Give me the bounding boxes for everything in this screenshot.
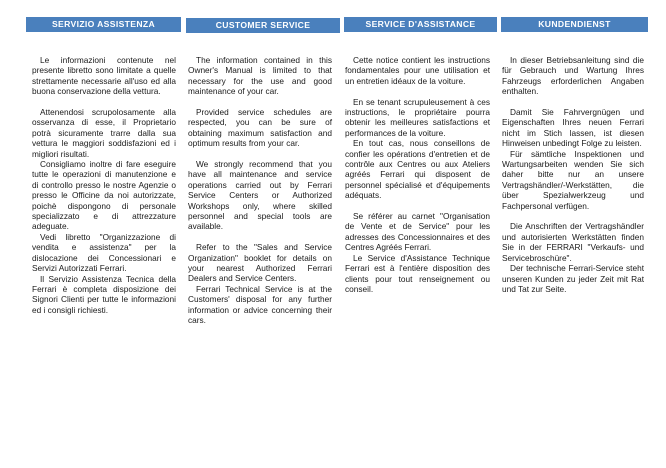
german-paragraph-2: Damit Sie Fahrvergnügen und Eigenschaften Ihres neuen Ferrari nicht im Stich lassen, ist diesen Hinweisen unbedingt Folge zu leisten. — [502, 107, 644, 149]
german-paragraph-5: Der technische Ferrari-Service steht unseren Kunden zu jeder Zeit mit Rat und Tat zur Seite. — [502, 263, 644, 294]
french-paragraph-2: En se tenant scrupuleusement à ces instructions, le propriétaire pourra obtenir les meilleures satisfactions et performances de la voiture. — [345, 96, 490, 138]
french-paragraph-4: Se référer au carnet "Organisation de Vente et de Service" pour les adresses des Concessionnaires et des Centres Agréés Ferrari. — [345, 211, 490, 253]
column-german — [502, 55, 644, 294]
german-paragraph-1: In dieser Betriebsanleitung sind die für Gebrauch und Wartung Ihres Fahrzeugs erforderlichen Angaben enthalten. — [502, 55, 644, 97]
italian-paragraph-4: Vedi libretto "Organizzazione di vendita e assistenza" per la dislocazione dei Concessionari e Servizi Autorizzati Ferrari. — [32, 231, 176, 274]
english-paragraph-1: The information contained in this Owner's Manual is limited to that necessary for the use and good maintenance of your car. — [188, 55, 332, 97]
italian-paragraph-1: Le informazioni contenute nel presente libretto sono limitate a quelle strettamente necessarie all'uso ed alla buona conservazione della vettura. — [32, 55, 176, 97]
french-paragraph-5: Le Service d'Assistance Technique Ferrari est à l'entière disposition des clients pour tout renseignement ou conseil. — [345, 252, 490, 294]
german-paragraph-3: Für sämtliche Inspektionen und Wartungsarbeiten wenden Sie sich daher bitte nur an unsere Vertragshändler/-Werkstätten, die über Spezialwerkzeug und Fachpersonal verfügen. — [502, 148, 644, 211]
column-english — [188, 55, 332, 326]
header-german: KUNDENDIENST — [501, 17, 648, 32]
french-paragraph-3: En tout cas, nous conseillons de confier les opérations d'entretien et de contrôle aux Centres ou aux Ateliers agréés Ferrari qui disposent de personnel spécialisé et d'équipements adéquats. — [345, 138, 490, 201]
english-paragraph-4: Refer to the "Sales and Service Organization" booklet for details on your nearest Authorized Ferrari Dealers and Service Centers. — [188, 242, 332, 284]
column-french — [345, 55, 490, 294]
header-english: CUSTOMER SERVICE — [186, 18, 340, 33]
german-paragraph-4: Die Anschriften der Vertragshändler und autorisierten Werkstätten finden Sie in der FERRARI "Verkaufs- und Servicebroschüre". — [502, 221, 644, 263]
english-paragraph-2: Provided service schedules are respected, you can be sure of obtaining maximum satisfaction and optimum results from your car. — [188, 107, 332, 149]
english-paragraph-5: Ferrari Technical Service is at the Customers' disposal for any further information or advice concerning their cars. — [188, 283, 332, 326]
header-italian: SERVIZIO ASSISTENZA — [26, 17, 181, 32]
italian-paragraph-2: Attenendosi scrupolosamente alla osservanza di esse, il Proprietario potrà sicuramente trarre dalla sua vettura le maggiori soddisfazioni ed i migliori risultati. — [32, 107, 176, 159]
column-italian — [32, 55, 176, 315]
english-paragraph-3: We strongly recommend that you have all maintenance and service operations carried out by Ferrari Service Centers or Authorized Workshops only, where skilled personnel and special tools are available. — [188, 159, 332, 232]
italian-paragraph-3: Consigliamo inoltre di fare eseguire tutte le operazioni di manutenzione e di controllo presso le nostre Agenzie o presso le Officine da noi autorizzate, poichè dispongono di personale specializzato e di attrezzature adeguate. — [32, 159, 176, 232]
header-french: SERVICE D'ASSISTANCE — [344, 17, 497, 32]
italian-paragraph-5: Il Servizio Assistenza Tecnica della Ferrari è completa disposizione dei Signori Clienti per tutte le informazioni ed i consigli richiesti. — [32, 273, 176, 315]
french-paragraph-1: Cette notice contient les instructions fondamentales pour une utilisation et un entretien idéaux de la voiture. — [345, 55, 490, 86]
